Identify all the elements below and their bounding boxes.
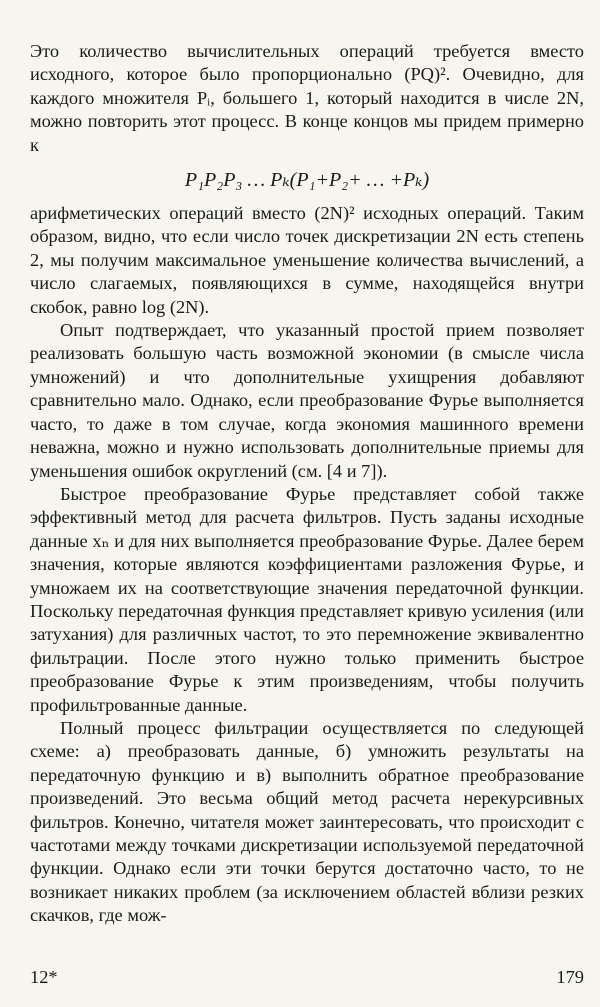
- formula: P₁P₂P₃ … Pₖ(P₁+P₂+ … +Pₖ): [184, 169, 430, 192]
- paragraph-4: Быстрое преобразование Фурье представляет собой также эффективный метод для расчета фильтров. Пусть заданы исходные данные xₙ и для них выполняется преобразование Фурье. Далее берем значения, которые являются коэффициентами разложения Фурье, и умножаем их на соответствующие значения передаточной функции. Поскольку передаточная функция представляет кривую усиления (или затухания) для различных частот, то это перемножение эквивалентно фильтрации. После этого нужно только применить быстрое преобразование Фурье к этим произведениям, чтобы получить профильтрованные данные.: [30, 483, 584, 715]
- paragraph-1: Это количество вычислительных операций требуется вместо исходного, которое было пропорционально (PQ)². Очевидно, для каждого множителя Pᵢ, большего 1, который находится в числе 2N, можно повторить этот процесс. В конце концов мы придем примерно к: [30, 41, 584, 155]
- paragraph-2: арифметических операций вместо (2N)² исходных операций. Таким образом, видно, что если число точек дискретизации 2N есть степень 2, мы получим максимальное уменьшение количества вычислений, а число слагаемых, появляющихся в сумме, находящейся внутри скобок, равно log (2N).: [30, 203, 584, 317]
- signature-mark: 12*: [30, 967, 58, 987]
- paragraph-3: Опыт подтверждает, что указанный простой прием позволяет реализовать большую часть возможной экономии (в смысле числа умножений) и что дополнительные ухищрения добавляют сравнительно мало. Однако, если преобразование Фурье выполняется часто, то даже в том случае, когда экономия машинного времени неважна, можно и нужно использовать дополнительные приемы для уменьшения ошибок округлений (см. [4 и 7]).: [30, 320, 584, 481]
- paragraph-5: Полный процесс фильтрации осуществляется по следующей схеме: а) преобразовать данные, б) умножить результаты на передаточную функцию и в) выполнить обратное преобразование произведений. Это весьма общий метод расчета нерекурсивных фильтров. Конечно, читателя может заинтересовать, что происходит с частотами между точками дискретизации используемой передаточной функции. Однако если эти точки берутся достаточно часто, то не возникает никаких проблем (за исключением областей вблизи резких скачков, где мож-: [30, 717, 584, 926]
- page-number: 179: [556, 967, 584, 987]
